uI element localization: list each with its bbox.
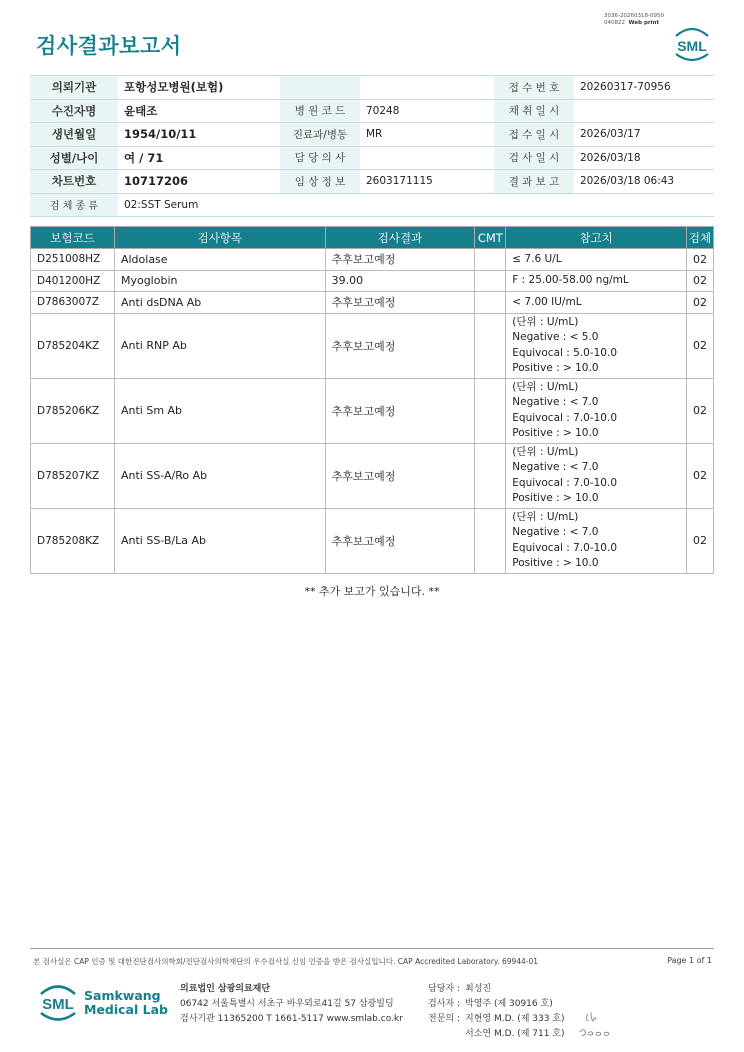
result-row xyxy=(31,313,714,378)
reference-line: (단위 : U/mL) xyxy=(512,445,579,458)
staff-label: 검사자 : xyxy=(428,999,460,1009)
info-label: 접 수 번 호 xyxy=(494,76,574,100)
staff-row xyxy=(428,997,565,1012)
doc-number-line1: 3036-20260318-0950 xyxy=(604,13,664,19)
reference-line: Negative : < 7.0 xyxy=(512,526,599,538)
insurance-code: D251008HZ xyxy=(31,249,115,271)
staff-row xyxy=(428,1027,565,1042)
header-result: 검사결과 xyxy=(325,227,475,249)
reference-line: ≤ 7.6 U/L xyxy=(512,252,562,265)
reference-line: < 7.00 IU/mL xyxy=(512,295,582,308)
comment xyxy=(475,249,506,271)
header-reference: 참고치 xyxy=(506,227,687,249)
specimen-code: 02 xyxy=(686,249,713,271)
specimen-label: 검 체 종 류 xyxy=(30,193,118,217)
staff-label: 전문의 : xyxy=(428,1014,460,1024)
test-result: 추후보고예정 xyxy=(325,378,475,443)
header-code: 보험코드 xyxy=(31,227,115,249)
reference-line: (단위 : U/mL) xyxy=(512,315,579,328)
brand-name xyxy=(84,989,168,1017)
insurance-code: D785208KZ xyxy=(31,508,115,573)
comment xyxy=(475,378,506,443)
additional-report-notice: ** 추가 보고가 있습니다. ** xyxy=(304,585,440,598)
specimen-code: 02 xyxy=(686,508,713,573)
header-item: 검사항목 xyxy=(114,227,325,249)
footer-divider xyxy=(30,948,714,949)
web-print-label: Web print xyxy=(628,20,660,26)
info-label: 의뢰기관 xyxy=(30,76,118,100)
staff-value: 서소연 M.D. (제 711 호) xyxy=(465,1029,565,1039)
staff-label: 담당자 : xyxy=(428,984,460,994)
comment xyxy=(475,313,506,378)
reference-line: Positive : > 10.0 xyxy=(512,492,599,504)
reference-line: Positive : > 10.0 xyxy=(512,362,599,374)
info-value: 포항성모병원(보험) xyxy=(118,76,280,100)
info-label: 검 사 일 시 xyxy=(494,146,574,170)
reference-line: Equivocal : 5.0-10.0 xyxy=(512,346,618,359)
info-value: 여 / 71 xyxy=(118,146,280,170)
specimen-code: 02 xyxy=(686,313,713,378)
result-row xyxy=(31,508,714,573)
results-table xyxy=(30,226,714,574)
header-specimen: 검체 xyxy=(686,227,713,249)
doc-number-line2: 040822 xyxy=(604,20,625,26)
specimen-row xyxy=(30,193,714,217)
info-label: 차트번호 xyxy=(30,170,118,194)
org-contact: 검사기관 11365200 T 1661-5117 www.smlab.co.kr xyxy=(180,1014,403,1024)
info-value xyxy=(360,76,494,100)
test-item: Anti dsDNA Ab xyxy=(114,292,325,314)
reference-line: Equivocal : 7.0-10.0 xyxy=(512,411,618,424)
info-row xyxy=(30,123,714,147)
header-cmt: CMT xyxy=(475,227,506,249)
test-result: 39.00 xyxy=(325,270,475,292)
insurance-code: D401200HZ xyxy=(31,270,115,292)
insurance-code: D785207KZ xyxy=(31,443,115,508)
reference-range xyxy=(506,378,687,443)
info-label: 접 수 일 시 xyxy=(494,123,574,147)
staff-row xyxy=(428,1012,565,1027)
reference-range xyxy=(506,249,687,271)
org-name: 의료법인 삼광의료재단 xyxy=(180,984,271,994)
info-value xyxy=(360,146,494,170)
reference-line: F : 25.00-58.00 ng/mL xyxy=(512,274,629,286)
info-label: 병 원 코 드 xyxy=(280,99,360,123)
reference-range xyxy=(506,292,687,314)
info-value: 2026/03/17 xyxy=(574,123,714,147)
reference-line: Negative : < 5.0 xyxy=(512,331,599,343)
result-row xyxy=(31,249,714,271)
comment xyxy=(475,270,506,292)
reference-line: Positive : > 10.0 xyxy=(512,427,599,439)
test-result: 추후보고예정 xyxy=(325,249,475,271)
info-label: 수진자명 xyxy=(30,99,118,123)
test-result: 추후보고예정 xyxy=(325,292,475,314)
reference-line: Negative : < 7.0 xyxy=(512,396,599,408)
reference-line: Equivocal : 7.0-10.0 xyxy=(512,541,618,554)
info-value: 70248 xyxy=(360,99,494,123)
reference-line: Positive : > 10.0 xyxy=(512,557,599,569)
comment xyxy=(475,443,506,508)
organization-info xyxy=(180,982,403,1027)
test-item: Anti RNP Ab xyxy=(114,313,325,378)
info-row xyxy=(30,76,714,100)
info-row xyxy=(30,170,714,194)
info-label: 담 당 의 사 xyxy=(280,146,360,170)
info-value xyxy=(574,99,714,123)
reference-line: (단위 : U/mL) xyxy=(512,380,579,393)
info-row xyxy=(30,99,714,123)
reference-line: Equivocal : 7.0-10.0 xyxy=(512,476,618,489)
staff-value: 최성진 xyxy=(465,984,492,994)
staff-label xyxy=(428,1027,465,1042)
result-row xyxy=(31,378,714,443)
specimen-code: 02 xyxy=(686,443,713,508)
certification-text: 본 검사실은 CAP 인증 및 대한진단검사의학회/진단검사의학재단의 우수검사실 신임 인증을 받은 검사실입니다. CAP Accredited Laboratory. 69944-01 xyxy=(33,957,539,966)
info-label: 결 과 보 고 xyxy=(494,170,574,194)
footer-logo-text: SML xyxy=(42,996,74,1013)
sml-logo-icon xyxy=(670,24,714,64)
test-result: 추후보고예정 xyxy=(325,508,475,573)
info-label: 생년월일 xyxy=(30,123,118,147)
result-row xyxy=(31,292,714,314)
test-item: Aldolase xyxy=(114,249,325,271)
reference-range xyxy=(506,313,687,378)
staff-value: 지현영 M.D. (제 333 호) xyxy=(465,1014,565,1024)
test-result: 추후보고예정 xyxy=(325,313,475,378)
specimen-code: 02 xyxy=(686,292,713,314)
info-label: 채 취 일 시 xyxy=(494,99,574,123)
logo-text: SML xyxy=(677,38,707,54)
test-item: Anti Sm Ab xyxy=(114,378,325,443)
info-value: 2603171115 xyxy=(360,170,494,194)
report-header xyxy=(0,0,744,75)
info-value: 윤태조 xyxy=(118,99,280,123)
insurance-code: D7863007Z xyxy=(31,292,115,314)
test-item: Anti SS-A/Ro Ab xyxy=(114,443,325,508)
info-value: 2026/03/18 06:43 xyxy=(574,170,714,194)
staff-list xyxy=(428,982,565,1042)
specimen-code: 02 xyxy=(686,378,713,443)
sml-footer-logo-icon xyxy=(36,980,80,1024)
info-label: 진료과/병동 xyxy=(280,123,360,147)
specimen-value: 02:SST Serum xyxy=(118,193,714,217)
reference-line: (단위 : U/mL) xyxy=(512,510,579,523)
info-value: MR xyxy=(360,123,494,147)
page-number: Page 1 of 1 xyxy=(667,956,712,965)
comment xyxy=(475,508,506,573)
test-item: Myoglobin xyxy=(114,270,325,292)
brand-line1: Samkwang xyxy=(84,988,161,1003)
patient-info-table xyxy=(30,75,714,217)
test-result: 추후보고예정 xyxy=(325,443,475,508)
reference-range xyxy=(506,508,687,573)
info-label: 성별/나이 xyxy=(30,146,118,170)
staff-value: 박영주 (제 30916 호) xyxy=(465,999,553,1009)
info-value: 10717206 xyxy=(118,170,280,194)
info-value: 2026/03/18 xyxy=(574,146,714,170)
brand-line2: Medical Lab xyxy=(84,1002,168,1017)
info-row xyxy=(30,146,714,170)
specimen-code: 02 xyxy=(686,270,713,292)
staff-row xyxy=(428,982,565,997)
reference-line: Negative : < 7.0 xyxy=(512,461,599,473)
comment xyxy=(475,292,506,314)
signature-icon xyxy=(578,1006,614,1040)
insurance-code: D785204KZ xyxy=(31,313,115,378)
info-label xyxy=(280,76,360,100)
reference-range xyxy=(506,270,687,292)
info-label: 임 상 정 보 xyxy=(280,170,360,194)
reference-range xyxy=(506,443,687,508)
org-address: 06742 서울특별시 서초구 바우뫼로41길 57 삼광빌딩 xyxy=(180,999,394,1009)
doc-number xyxy=(604,13,664,27)
insurance-code: D785206KZ xyxy=(31,378,115,443)
result-row xyxy=(31,443,714,508)
test-item: Anti SS-B/La Ab xyxy=(114,508,325,573)
info-value: 20260317-70956 xyxy=(574,76,714,100)
result-row xyxy=(31,270,714,292)
info-value: 1954/10/11 xyxy=(118,123,280,147)
report-title: 검사결과보고서 xyxy=(36,34,182,58)
